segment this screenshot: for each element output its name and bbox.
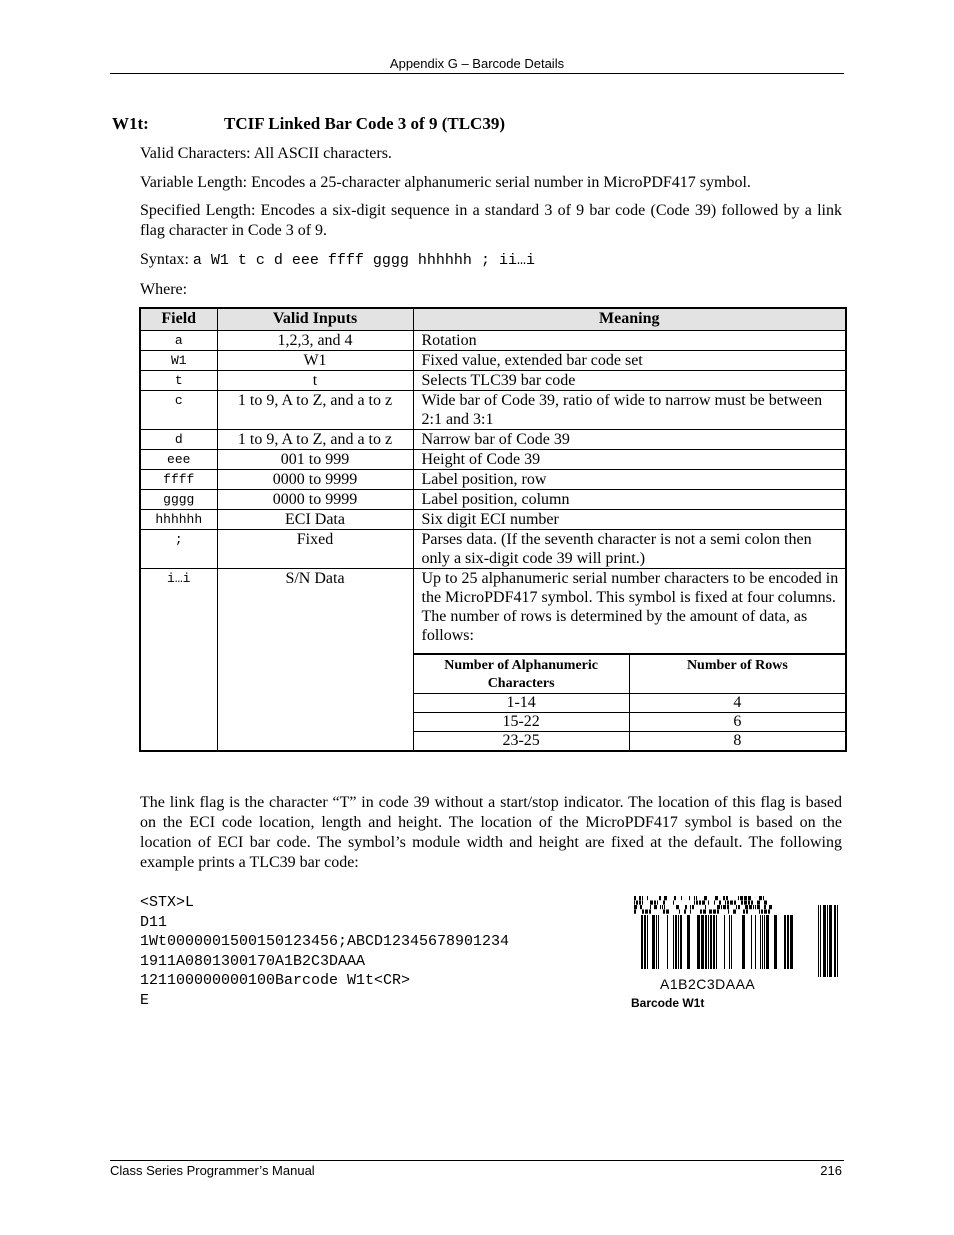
meaning-cell: Label position, column xyxy=(413,490,846,510)
section-code: W1t: xyxy=(112,114,149,133)
barcode-bar xyxy=(689,896,690,900)
barcode-bar xyxy=(645,910,648,914)
table-row xyxy=(140,530,846,569)
barcode-bar xyxy=(696,901,698,905)
field-table xyxy=(139,307,847,752)
link-flag-text: The link flag is the character “T” in code 39 without a start/stop indicator. The location of this flag is based on the ECI code location, length and height. The location of the MicroPDF417 symbol is based on the location of ECI bar code. The symbol’s module width and height are fixed at the default. The following example prints a TLC39 bar code: xyxy=(140,794,842,871)
barcode-bar xyxy=(658,915,659,969)
barcode-bar xyxy=(714,901,715,905)
barcode-bar xyxy=(755,905,756,909)
barcode-bar xyxy=(837,905,838,977)
barcode-human-readable: A1B2C3DAAA xyxy=(660,976,756,992)
barcode-bar xyxy=(639,901,641,905)
field-cell: hhhhhh xyxy=(140,510,217,530)
barcode-bar xyxy=(634,896,636,900)
barcode-bar xyxy=(690,910,691,914)
field-cell: c xyxy=(140,391,217,430)
barcode-bar xyxy=(738,905,740,909)
barcode-bar xyxy=(687,915,690,969)
barcode-bar xyxy=(699,901,701,905)
barcode-bar xyxy=(729,915,730,969)
meaning-cell: Rotation xyxy=(413,331,846,351)
inputs-cell: Fixed xyxy=(217,530,413,569)
barcode-bar xyxy=(667,915,668,969)
meaning-cell: Wide bar of Code 39, ratio of wide to narrow must be between 2:1 and 3:1 xyxy=(413,391,846,430)
specified-length-text: Specified Length: Encodes a six-digit sequence in a standard 3 of 9 bar code (Code 39) followed by a link flag character in Code 3 of 9. xyxy=(140,202,842,239)
footer-divider xyxy=(110,1160,844,1161)
barcode-bar xyxy=(719,901,721,905)
barcode-bar xyxy=(820,905,821,977)
barcode-bar xyxy=(753,905,754,909)
barcode-bar xyxy=(757,905,760,909)
barcode-bar xyxy=(676,905,679,909)
barcode-bar xyxy=(769,905,772,909)
barcode-bar xyxy=(741,901,743,905)
variable-length-text: Variable Length: Encodes a 25-character alphanumeric serial number in MicroPDF417 symbol. xyxy=(140,174,751,191)
table-row xyxy=(140,470,846,490)
barcode-bar xyxy=(705,905,706,909)
barcode-bar xyxy=(744,901,747,905)
inputs-cell: t xyxy=(217,371,413,391)
characters-cell: 15-22 xyxy=(414,713,630,732)
field-cell: d xyxy=(140,430,217,450)
barcode-bar xyxy=(675,915,677,969)
barcode-bar xyxy=(664,905,665,909)
barcode-bar xyxy=(657,901,658,905)
barcode-bar xyxy=(748,901,750,905)
barcode-bar xyxy=(749,905,752,909)
barcode-bar xyxy=(654,905,657,909)
meaning-cell: Fixed value, extended bar code set xyxy=(413,351,846,371)
barcode-bar xyxy=(731,915,732,969)
barcode-bar xyxy=(733,910,736,914)
barcode-bar xyxy=(713,910,716,914)
field-cell: ; xyxy=(140,530,217,569)
code-line: D11 xyxy=(140,913,168,931)
syntax-label: Syntax: xyxy=(140,251,189,268)
field-cell: eee xyxy=(140,450,217,470)
characters-cell: 23-25 xyxy=(414,732,630,751)
barcode-bar xyxy=(678,915,679,969)
meaning-cell: Label position, row xyxy=(413,470,846,490)
page-header: Appendix G – Barcode Details xyxy=(389,56,565,71)
meaning-column-header: Meaning xyxy=(413,308,846,331)
barcode-bar xyxy=(755,915,756,969)
barcode-bar xyxy=(702,901,705,905)
page-number: 216 xyxy=(820,1163,842,1178)
barcode-bar xyxy=(694,901,695,905)
inputs-cell: 1,2,3, and 4 xyxy=(217,331,413,351)
barcode-caption: Barcode W1t xyxy=(631,996,705,1010)
meaning-cell: Narrow bar of Code 39 xyxy=(413,430,846,450)
barcode-bar xyxy=(759,910,760,914)
valid-characters-text: Valid Characters: All ASCII characters. xyxy=(140,145,392,162)
barcode-bar xyxy=(652,915,655,969)
barcode-bar xyxy=(639,896,641,900)
rows-column-header: Number of Rows xyxy=(629,655,845,694)
syntax-code: a W1 t c d eee ffff gggg hhhhhh ; ii…i xyxy=(192,252,535,269)
header-divider xyxy=(110,73,844,74)
rows-table-header xyxy=(414,655,846,694)
table-row xyxy=(140,569,846,654)
barcode-bar xyxy=(640,905,642,909)
barcode-bar xyxy=(642,901,643,905)
field-cell: a xyxy=(140,331,217,351)
inputs-cell: S/N Data xyxy=(217,569,413,752)
barcode-bar xyxy=(650,901,653,905)
barcode-bar xyxy=(728,910,729,914)
inputs-column-header: Valid Inputs xyxy=(217,308,413,331)
barcode-bar xyxy=(685,905,687,909)
barcode-bar xyxy=(705,915,707,969)
barcode-bar xyxy=(764,910,767,914)
barcode-bar xyxy=(764,915,765,969)
field-cell: i…i xyxy=(140,569,217,752)
field-cell: gggg xyxy=(140,490,217,510)
barcode-bar xyxy=(660,905,661,909)
barcode-bar xyxy=(697,915,700,969)
barcode-bar xyxy=(650,905,651,909)
barcode-bar xyxy=(656,915,657,969)
barcode-bar xyxy=(708,915,709,969)
barcode-bar xyxy=(694,896,695,900)
barcode-bar xyxy=(692,905,694,909)
barcode-bar xyxy=(751,901,753,905)
barcode-bar xyxy=(727,901,729,905)
barcode-bar xyxy=(647,915,648,969)
table-row xyxy=(140,450,846,470)
barcode-bar xyxy=(823,905,826,977)
table-row xyxy=(140,490,846,510)
code39-symbol xyxy=(818,905,838,977)
barcode-bar xyxy=(636,901,638,905)
characters-cell: 1-14 xyxy=(414,694,630,713)
barcode-bar xyxy=(634,905,637,909)
barcode-bar xyxy=(703,910,706,914)
barcode-bar xyxy=(715,896,718,900)
inputs-cell: 0000 to 9999 xyxy=(217,490,413,510)
rows-table xyxy=(414,654,846,750)
barcode-bar xyxy=(690,905,691,909)
table-row xyxy=(140,371,846,391)
barcode-bar xyxy=(710,915,712,969)
barcode-bar xyxy=(723,905,726,909)
barcode-bar xyxy=(818,905,819,977)
barcode-bar xyxy=(748,896,751,900)
barcode-bar xyxy=(642,896,643,900)
barcode-bar xyxy=(647,896,648,900)
characters-column-header: Number of Alphanumeric Characters xyxy=(414,655,630,694)
barcode-bar xyxy=(700,910,702,914)
barcode-bar xyxy=(666,910,669,914)
barcode-bar xyxy=(763,896,764,900)
barcode-bar xyxy=(730,901,733,905)
barcode-bar xyxy=(684,910,686,914)
barcode-bar xyxy=(759,896,762,900)
example-code xyxy=(140,893,509,1011)
barcode-bar xyxy=(713,915,715,969)
barcode-bar xyxy=(680,915,682,969)
where-label: Where: xyxy=(140,281,188,298)
barcode-bar xyxy=(662,905,663,909)
barcode-bar xyxy=(679,910,680,914)
inputs-cell: 1 to 9, A to Z, and a to z xyxy=(217,391,413,430)
barcode-bar xyxy=(829,905,832,977)
inputs-cell: W1 xyxy=(217,351,413,371)
inputs-cell: 001 to 999 xyxy=(217,450,413,470)
barcode-bar xyxy=(743,910,745,914)
barcode-bar xyxy=(827,905,828,977)
barcode-bar xyxy=(762,915,763,969)
barcode-bar xyxy=(709,910,712,914)
barcode-bar xyxy=(717,910,719,914)
barcode-bar xyxy=(642,910,644,914)
barcode-bar xyxy=(696,896,697,900)
barcode-bar xyxy=(641,915,643,969)
table-row xyxy=(414,713,846,732)
code-line: E xyxy=(140,991,150,1009)
code-line: 1Wt0000001500150123456;ABCD12345678901234 xyxy=(140,933,510,951)
field-column-header: Field xyxy=(140,308,217,331)
barcode-bar xyxy=(727,905,729,909)
barcode-bar xyxy=(736,905,737,909)
code-line: <STX>L xyxy=(140,894,195,911)
barcode-bar xyxy=(745,905,748,909)
rows-cell: 4 xyxy=(629,694,845,713)
barcode-bar xyxy=(726,896,728,900)
barcode-bar xyxy=(701,915,704,969)
table-row xyxy=(414,732,846,751)
syntax-line xyxy=(140,250,842,271)
barcode-bar xyxy=(723,896,725,900)
barcode-bar xyxy=(634,910,636,914)
barcode-bar xyxy=(716,915,717,969)
barcode-bar xyxy=(764,905,766,909)
meaning-cell: Height of Code 39 xyxy=(413,450,846,470)
section-title xyxy=(112,114,505,134)
barcode-bar xyxy=(681,896,682,900)
barcode-image xyxy=(632,893,842,983)
barcode-bar xyxy=(740,896,743,900)
table-row xyxy=(140,351,846,371)
barcode-bar xyxy=(673,915,674,969)
code-line: 1911A0801300170A1B2C3DAAA xyxy=(140,952,366,970)
barcode-bar xyxy=(724,915,725,969)
barcode-bar xyxy=(738,896,739,900)
table-row xyxy=(140,510,846,530)
barcode-bar xyxy=(673,901,674,905)
barcode-bar xyxy=(764,901,767,905)
barcode-bar xyxy=(746,910,748,914)
barcode-bar xyxy=(674,896,676,900)
inputs-cell: ECI Data xyxy=(217,510,413,530)
barcode-bar xyxy=(717,905,720,909)
barcode-bar xyxy=(787,915,789,969)
inputs-cell: 0000 to 9999 xyxy=(217,470,413,490)
meaning-cell: Selects TLC39 bar code xyxy=(413,371,846,391)
barcode-bar xyxy=(834,905,836,977)
rows-cell: 8 xyxy=(629,732,845,751)
barcode-bar xyxy=(708,901,709,905)
table-row xyxy=(140,430,846,450)
meaning-cell: Up to 25 alphanumeric serial number characters to be encoded in the MicroPDF417 symbol. This symbol is fixed at four columns. The number of rows is determined by the amount of data, as follows: xyxy=(413,569,846,654)
rows-cell: 6 xyxy=(629,713,845,732)
inputs-cell: 1 to 9, A to Z, and a to z xyxy=(217,430,413,450)
barcode-bar xyxy=(766,915,769,969)
barcode-bar xyxy=(744,896,747,900)
barcode-bar xyxy=(649,910,651,914)
barcode-bar xyxy=(721,905,722,909)
footer-manual-title: Class Series Programmer’s Manual xyxy=(110,1163,315,1178)
code-line: 121100000000100Barcode W1t<CR> xyxy=(140,972,411,990)
barcode-bar xyxy=(634,901,635,905)
table-row xyxy=(140,331,846,351)
barcode-bar xyxy=(644,915,646,969)
barcode-bar xyxy=(790,915,793,969)
barcode-bar xyxy=(704,896,707,900)
barcode-bar xyxy=(760,915,761,969)
meaning-cell: Parses data. (If the seventh character is not a semi colon then only a six-digit code 39 will print.) xyxy=(413,530,846,569)
barcode-bar xyxy=(659,896,661,900)
barcode-bar xyxy=(784,915,786,969)
barcode-bar xyxy=(663,901,665,905)
barcode-bar xyxy=(761,910,763,914)
barcode-bar xyxy=(757,901,760,905)
table-row xyxy=(140,391,846,430)
rows-table-container xyxy=(413,654,846,752)
barcode-bar xyxy=(742,915,745,969)
barcode-bar xyxy=(751,915,752,969)
barcode-bar xyxy=(734,901,736,905)
micropdf417-symbol xyxy=(634,896,793,969)
barcode-bar xyxy=(654,901,656,905)
section-heading: TCIF Linked Bar Code 3 of 9 (TLC39) xyxy=(224,114,505,133)
table-header-row xyxy=(140,308,846,331)
barcode-bar xyxy=(664,896,667,900)
table-row xyxy=(414,694,846,713)
field-cell: t xyxy=(140,371,217,391)
field-cell: ffff xyxy=(140,470,217,490)
barcode-bar xyxy=(768,910,770,914)
barcode-bar xyxy=(725,901,726,905)
barcode-bar xyxy=(774,915,777,969)
barcode-bar xyxy=(663,910,665,914)
meaning-cell: Six digit ECI number xyxy=(413,510,846,530)
field-cell: W1 xyxy=(140,351,217,371)
